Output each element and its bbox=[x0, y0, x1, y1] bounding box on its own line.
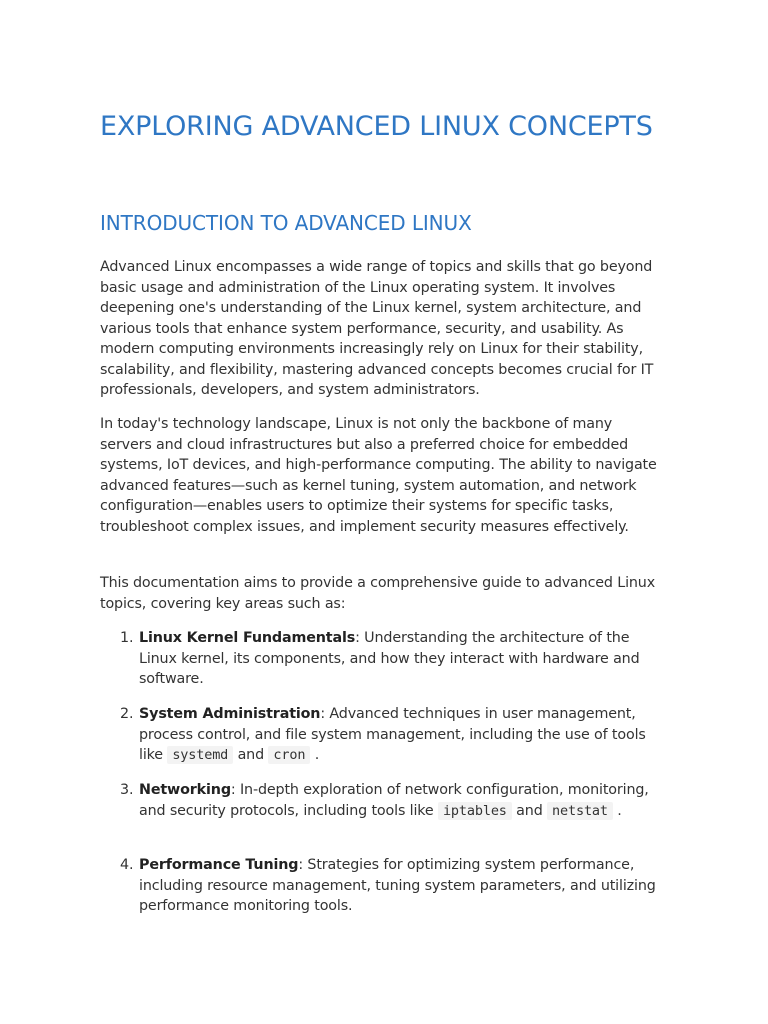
topic-name: Linux Kernel Fundamentals bbox=[139, 630, 356, 646]
inline-code: netstat bbox=[547, 802, 613, 820]
topic-description: : Understanding the architecture of the Linux kernel, its components, and how they interact with hardware and software. bbox=[139, 630, 640, 687]
list-item-number: 3. bbox=[120, 782, 134, 798]
topic-description: : In-depth exploration of network configuration, monitoring, and security protocols, including tools like bbox=[139, 782, 649, 819]
landscape-paragraph: In today's technology landscape, Linux is not only the backbone of many servers and cloud infrastructures but also a preferred choice for embedded systems, IoT devices, and high-performance computing. The ability to navigate advanced features—such as kernel tuning, system automation, and network configuration—enables users to optimize their systems for specific tasks, troubleshoot complex issues, and implement security measures effectively. bbox=[100, 416, 657, 535]
list-item-body bbox=[139, 780, 666, 821]
list-item-number: 1. bbox=[120, 630, 134, 646]
topic-name: Networking bbox=[139, 782, 231, 798]
list-item-number: 2. bbox=[120, 706, 134, 722]
list-item-body bbox=[139, 704, 666, 766]
topic-name: System Administration bbox=[139, 706, 321, 722]
list-item-body bbox=[139, 855, 666, 917]
topic-name: Performance Tuning bbox=[139, 857, 299, 873]
document-title: EXPLORING ADVANCED LINUX CONCEPTS bbox=[100, 111, 653, 142]
topic-description-end: . bbox=[612, 802, 622, 819]
inline-code: systemd bbox=[167, 746, 233, 764]
topic-description-end: . bbox=[310, 747, 320, 763]
purpose-paragraph: This documentation aims to provide a comprehensive guide to advanced Linux topics, covering key areas such as: bbox=[100, 575, 656, 612]
list-item-body bbox=[139, 628, 666, 690]
inline-code: iptables bbox=[438, 802, 512, 820]
intro-paragraph: Advanced Linux encompasses a wide range of topics and skills that go beyond basic usage and administration of the Linux operating system. It involves deepening one's understanding of the Linux kernel, system architecture, and various tools that enhance system performance, security, and usability. As modern computing environments increasingly rely on Linux for their stability, scalability, and flexibility, mastering advanced concepts becomes crucial for IT professionals, developers, and system administrators. bbox=[100, 259, 654, 398]
list-item-number: 4. bbox=[120, 857, 134, 873]
topic-description: : Strategies for optimizing system performance, including resource management, tuning system parameters, and utilizing performance monitoring tools. bbox=[139, 857, 656, 914]
inline-code: cron bbox=[268, 746, 310, 764]
topic-description: : Advanced techniques in user management, process control, and file system management, including the use of tools like bbox=[139, 706, 646, 763]
topic-description-joiner: and bbox=[511, 802, 548, 819]
section-heading: INTRODUCTION TO ADVANCED LINUX bbox=[100, 211, 472, 235]
topic-description-joiner: and bbox=[233, 747, 269, 763]
